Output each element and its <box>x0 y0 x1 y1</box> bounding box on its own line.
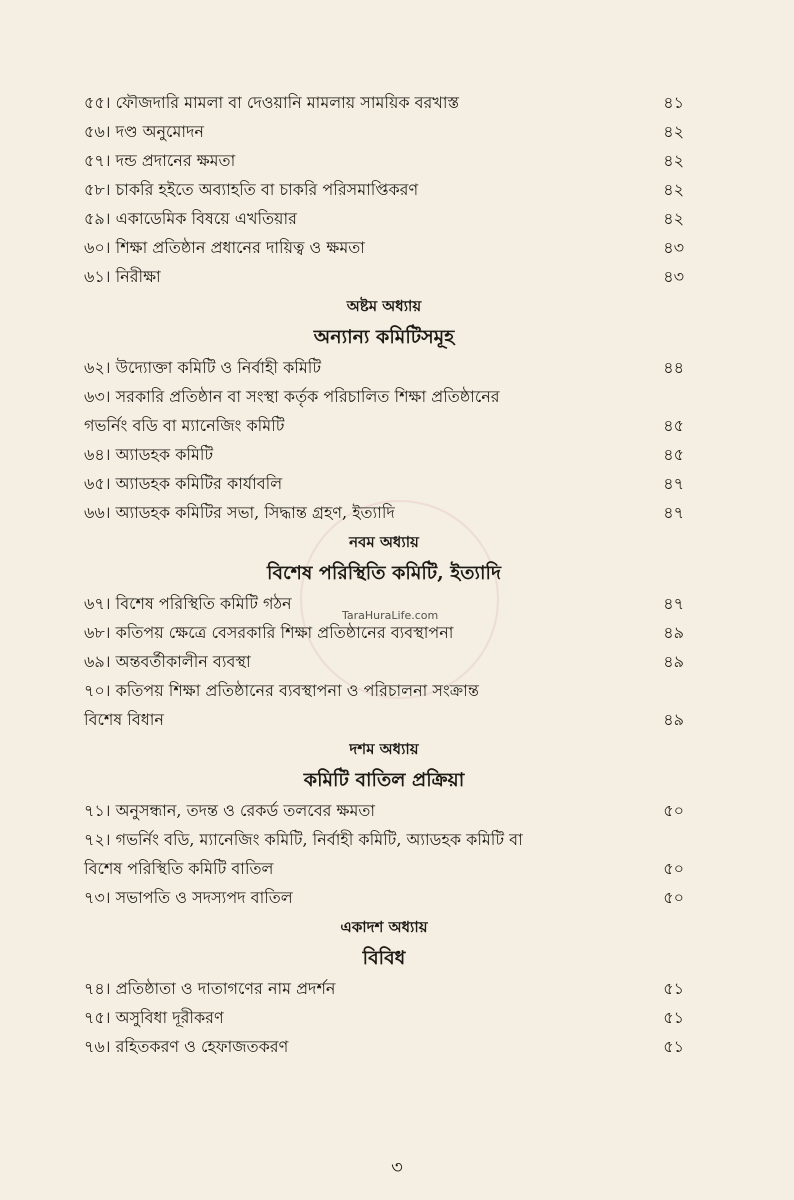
chapter-title: বিশেষ পরিস্থিতি কমিটি, ইত্যাদি <box>267 562 501 584</box>
toc-entry[interactable] <box>84 796 684 825</box>
chapter-heading: দশম অধ্যায় <box>349 740 419 758</box>
entry-page-number: ৪২ <box>663 151 684 170</box>
chapter-heading: একাদশ অধ্যায় <box>340 918 428 936</box>
entry-title-continued: বিশেষ পরিস্থিতি কমিটি বাতিল <box>84 859 274 878</box>
entry-page-number: ৪৩ <box>663 267 684 286</box>
chapter-title: বিবিধ <box>362 947 406 969</box>
toc-entry[interactable] <box>84 647 684 676</box>
entry-page-number: ৪৭ <box>663 474 684 493</box>
entry-title: ৬৬। অ্যাডহক কমিটির সভা, সিদ্ধান্ত গ্রহণ, ইত্যাদি <box>84 503 395 522</box>
entry-title: ৬৩। সরকারি প্রতিষ্ঠান বা সংস্থা কর্তৃক পরিচালিত শিক্ষা প্রতিষ্ঠানের <box>84 387 500 406</box>
entry-title: ৬৯। অন্তবর্তীকালীন ব্যবস্থা <box>84 652 251 671</box>
toc-entry[interactable] <box>84 204 684 233</box>
entry-page-number: ৪২ <box>663 122 684 141</box>
entry-page-number: ৪৪ <box>663 358 684 377</box>
toc-entry[interactable] <box>84 146 684 175</box>
toc-entry[interactable] <box>84 883 684 912</box>
table-of-contents <box>84 88 684 1061</box>
entry-page-number: ৪৯ <box>663 652 684 671</box>
entry-page-number: ৪৩ <box>663 238 684 257</box>
entry-page-number: ৪২ <box>663 209 684 228</box>
entry-title: ৬২। উদ্যোক্তা কমিটি ও নির্বাহী কমিটি <box>84 358 322 377</box>
entry-page-number: ৫১ <box>663 1037 684 1056</box>
entry-title: ৭৪। প্রতিষ্ঠাতা ও দাতাগণের নাম প্রদর্শন <box>84 979 336 998</box>
chapter-heading: নবম অধ্যায় <box>349 533 419 551</box>
entry-title: ৬৭। বিশেষ পরিস্থিতি কমিটি গঠন <box>84 594 292 613</box>
entry-page-number: ৪২ <box>663 180 684 199</box>
entry-page-number: ৪৭ <box>663 503 684 522</box>
entry-title: ৬০। শিক্ষা প্রতিষ্ঠান প্রধানের দায়িত্ব ও ক্ষমতা <box>84 238 365 257</box>
entry-page-number: ৪৯ <box>663 623 684 642</box>
toc-entry[interactable] <box>84 1003 684 1032</box>
entry-page-number: ৫১ <box>663 1008 684 1027</box>
toc-entry[interactable] <box>84 825 684 883</box>
entry-page-number: ৪৭ <box>663 594 684 613</box>
toc-entry[interactable] <box>84 498 684 527</box>
toc-entry[interactable] <box>84 1032 684 1061</box>
entry-page-number: ৪১ <box>663 93 684 112</box>
entry-title: ৫৯। একাডেমিক বিষয়ে এখতিয়ার <box>84 209 297 228</box>
entry-page-number: ৫০ <box>663 801 684 820</box>
entry-title: ৫৮। চাকরি হইতে অব্যাহতি বা চাকরি পরিসমাপ্তিকরণ <box>84 180 419 199</box>
entry-title: ৭০। কতিপয় শিক্ষা প্রতিষ্ঠানের ব্যবস্থাপনা ও পরিচালনা সংক্রান্ত <box>84 681 479 700</box>
entry-title: ৬১। নিরীক্ষা <box>84 267 161 286</box>
entry-title: ৫৭। দন্ড প্রদানের ক্ষমতা <box>84 151 236 170</box>
chapter-title: অন্যান্য কমিটিসমূহ <box>313 326 455 348</box>
entry-page-number: ৪৫ <box>663 416 684 435</box>
entry-page-number: ৪৫ <box>663 445 684 464</box>
toc-entry[interactable] <box>84 233 684 262</box>
entry-title-continued: গভর্নিং বডি বা ম্যানেজিং কমিটি <box>84 416 285 435</box>
toc-entry[interactable] <box>84 117 684 146</box>
entry-title: ৭৫। অসুবিধা দূরীকরণ <box>84 1008 224 1027</box>
entry-title: ৭২। গভর্নিং বডি, ম্যানেজিং কমিটি, নির্বাহী কমিটি, অ্যাডহক কমিটি বা <box>84 830 523 849</box>
toc-entry[interactable] <box>84 676 684 734</box>
entry-title: ৭১। অনুসন্ধান, তদন্ত ও রেকর্ড তলবের ক্ষমতা <box>84 801 375 820</box>
entry-page-number: ৫১ <box>663 979 684 998</box>
entry-title-continued: বিশেষ বিধান <box>84 710 164 729</box>
entry-title: ৫৫। ফৌজদারি মামলা বা দেওয়ানি মামলায় সাময়িক বরখাস্ত <box>84 93 460 112</box>
chapter-heading: অষ্টম অধ্যায় <box>346 297 422 315</box>
toc-entry[interactable] <box>84 440 684 469</box>
toc-entry[interactable] <box>84 469 684 498</box>
entry-title: ৭৬। রহিতকরণ ও হেফাজতকরণ <box>84 1037 289 1056</box>
watermark-text: TaraHuraLife.com <box>342 609 439 622</box>
entry-title: ৬৪। অ্যাডহক কমিটি <box>84 445 214 464</box>
entry-page-number: ৫০ <box>663 859 684 878</box>
toc-entry[interactable] <box>84 618 684 647</box>
toc-entry[interactable] <box>84 262 684 291</box>
toc-entry[interactable] <box>84 88 684 117</box>
toc-entry[interactable] <box>84 974 684 1003</box>
toc-entry[interactable] <box>84 382 684 440</box>
toc-entry[interactable] <box>84 175 684 204</box>
toc-entry[interactable] <box>84 589 684 618</box>
entry-title: ৬৫। অ্যাডহক কমিটির কার্যাবলি <box>84 474 283 493</box>
chapter-title: কমিটি বাতিল প্রক্রিয়া <box>303 769 465 791</box>
entry-title: ৭৩। সভাপতি ও সদস্যপদ বাতিল <box>84 888 293 907</box>
entry-title: ৬৮। কতিপয় ক্ষেত্রে বেসরকারি শিক্ষা প্রতিষ্ঠানের ব্যবস্থাপনা <box>84 623 454 642</box>
entry-page-number: ৫০ <box>663 888 684 907</box>
entry-page-number: ৪৯ <box>663 710 684 729</box>
entry-title: ৫৬। দণ্ড অনুমোদন <box>84 122 204 141</box>
page-number: ৩ <box>391 1157 403 1178</box>
toc-entry[interactable] <box>84 353 684 382</box>
